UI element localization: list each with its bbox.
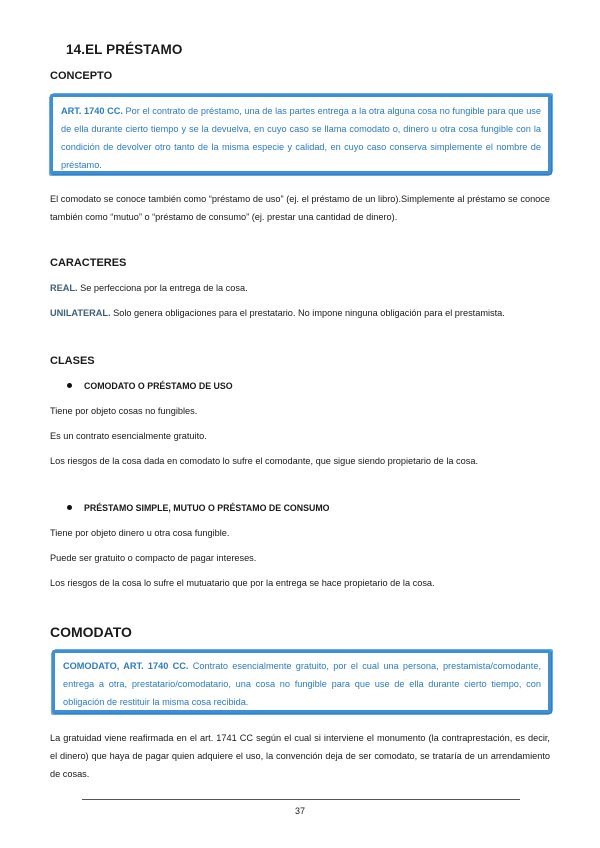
concepto-definition-box: [50, 94, 551, 174]
bullet-prestamo-label: PRÉSTAMO SIMPLE, MUTUO O PRÉSTAMO DE CONSUMO: [84, 503, 330, 513]
clases-heading: CLASES: [50, 355, 95, 367]
unilateral-term: UNILATERAL.: [50, 308, 111, 318]
bullet-prestamo: [67, 503, 330, 513]
comodato-paragraph: La gratuidad viene reafirmada en el art. 1741 CC según el cual si interviene el monumento (la contraprestación, es decir, el dinero) que haya de pagar quien adquiere el uso, la convención deja de ser comodato, se trataría de un arrendamiento de cosas.: [50, 733, 550, 779]
comodato-definition-body: Contrato esencialmente gratuito, por el cual una persona, prestamista/comodante, entrega a otra, prestatario/comodatario, una cosa no fungible para que use de ella durante cierto tiempo, con obligación de restituir la misma cosa recibida.: [63, 661, 541, 707]
footer-rule: [82, 799, 520, 800]
real-text: Se perfecciona por la entrega de la cosa.: [77, 283, 248, 293]
comodato-line-3: Los riesgos de la cosa dada en comodato lo sufre el comodante, que sigue siendo propietario de la cosa.: [50, 456, 479, 466]
concepto-heading: CONCEPTO: [50, 70, 113, 82]
bullet-comodato: [67, 381, 233, 391]
bullet-dot-icon: [67, 505, 72, 510]
chapter-title: 14.EL PRÉSTAMO: [66, 42, 183, 57]
comodato-line-2: Es un contrato esencialmente gratuito.: [50, 431, 207, 441]
bullet-dot-icon: [67, 383, 72, 388]
unilateral-text: Solo genera obligaciones para el prestatario. No impone ninguna obligación para el prestamista.: [110, 308, 505, 318]
concepto-article-ref: ART. 1740 CC.: [61, 106, 123, 116]
comodato-definition-box: [52, 650, 551, 713]
bullet-comodato-label: COMODATO O PRÉSTAMO DE USO: [84, 381, 233, 391]
comodato-heading: COMODATO: [50, 624, 132, 640]
real-term: REAL.: [50, 283, 78, 293]
concepto-definition-text: [61, 102, 541, 174]
prestamo-line-1: Tiene por objeto dinero u otra cosa fungible.: [50, 528, 230, 538]
page-number: 37: [294, 806, 305, 816]
comodato-line-1: Tiene por objeto cosas no fungibles.: [50, 406, 198, 416]
concepto-paragraph: El comodato se conoce también como “préstamo de uso” (ej. el préstamo de un libro).Simplemente al préstamo se conoce también como “mutuo” o “préstamo de consumo” (ej. prestar una cantidad de dinero).: [50, 194, 550, 222]
comodato-article-ref: COMODATO, ART. 1740 CC.: [63, 661, 189, 671]
comodato-definition-text: [63, 657, 541, 711]
caracteres-heading: CARACTERES: [50, 257, 127, 269]
prestamo-line-2: Puede ser gratuito o compacto de pagar intereses.: [50, 553, 257, 563]
caracter-unilateral: [50, 304, 550, 322]
prestamo-line-3: Los riesgos de la cosa lo sufre el mutuatario que por la entrega se hace propietario de la cosa.: [50, 578, 435, 588]
caracter-real: [50, 279, 550, 297]
concepto-definition-body: Por el contrato de préstamo, una de las partes entrega a la otra alguna cosa no fungible para que use de ella durante cierto tiempo y se la devuelva, en cuyo caso se llama comodato o, dinero u otra cosa fungible con la condición de devolver otro tanto de la misma especie y calidad, en cuyo caso conserva simplemente el nombre de préstamo.: [61, 106, 542, 170]
